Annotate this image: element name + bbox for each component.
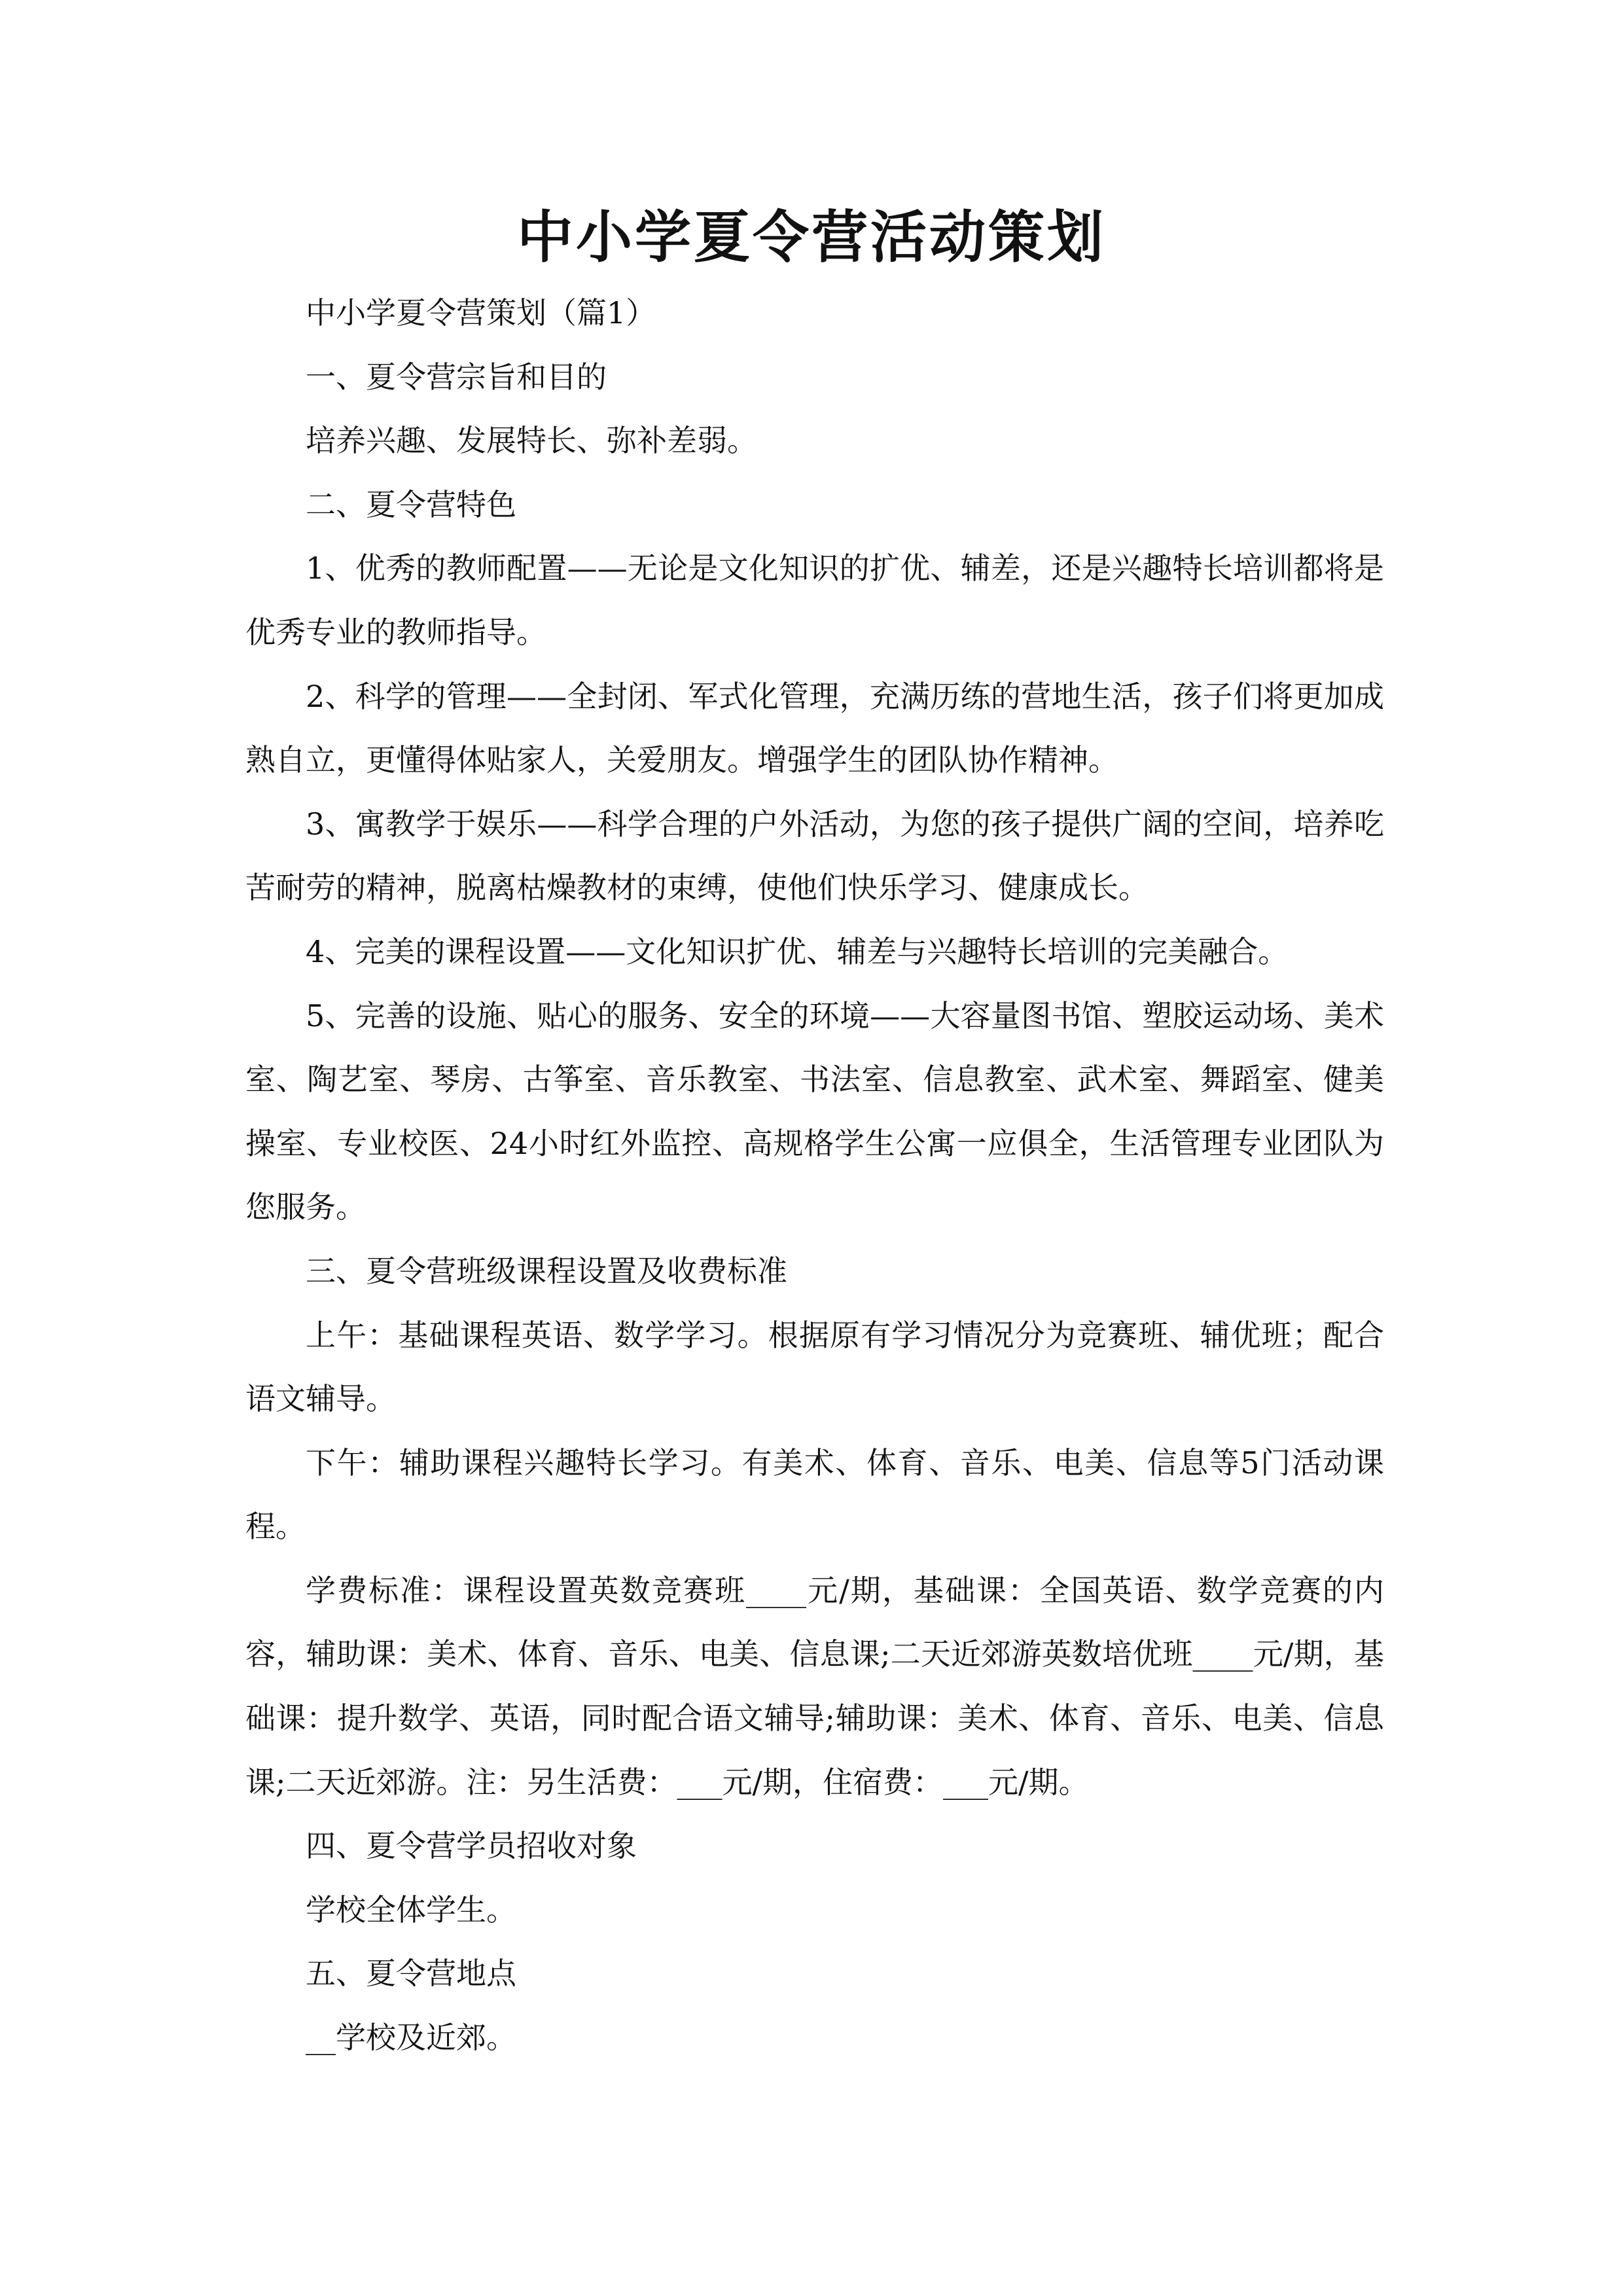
paragraph-feature-4: 4、完美的课程设置——文化知识扩优、辅差与兴趣特长培训的完美融合。 bbox=[306, 933, 1289, 969]
paragraph-purpose: 培养兴趣、发展特长、弥补差弱。 bbox=[306, 423, 757, 459]
section-heading-purpose: 一、夏令营宗旨和目的 bbox=[306, 359, 607, 395]
document-body bbox=[245, 281, 1384, 2070]
section-heading-location: 五、夏令营地点 bbox=[306, 1956, 516, 1992]
paragraph-location: __学校及近郊。 bbox=[306, 2020, 516, 2056]
document-title: 中小学夏令营活动策划 bbox=[517, 204, 1106, 270]
paragraph-enrollment: 学校全体学生。 bbox=[306, 1892, 516, 1928]
section-heading-features: 二、夏令营特色 bbox=[306, 486, 516, 522]
paragraph-fees: 学费标准：课程设置英数竞赛班____元/期，基础课：全国英语、数学竞赛的内容，辅助课：美术、体育、音乐、电美、信息课;二天近郊游英数培优班____元/期，基础课：提升数学、英语，同时配合语文辅导;辅助课：美术、体育、音乐、电美、信息课;二天近郊游。注：另生活费：___元/期，住宿费：___元/期。 bbox=[245, 1572, 1384, 1800]
paragraph-feature-1: 1、优秀的教师配置——无论是文化知识的扩优、辅差，还是兴趣特长培训都将是优秀专业的教师指导。 bbox=[245, 550, 1384, 650]
paragraph-afternoon: 下午：辅助课程兴趣特长学习。有美术、体育、音乐、电美、信息等5门活动课程。 bbox=[245, 1444, 1384, 1545]
paragraph-feature-5: 5、完善的设施、贴心的服务、安全的环境——大容量图书馆、塑胶运动场、美术室、陶艺室、琴房、古筝室、音乐教室、书法室、信息教室、武术室、舞蹈室、健美操室、专业校医、24小时红外监控、高规格学生公寓一应俱全，生活管理专业团队为您服务。 bbox=[245, 997, 1384, 1225]
section-heading-enrollment: 四、夏令营学员招收对象 bbox=[306, 1828, 637, 1864]
paragraph-morning: 上午：基础课程英语、数学学习。根据原有学习情况分为竞赛班、辅优班；配合语文辅导。 bbox=[245, 1317, 1384, 1417]
paragraph-part-heading: 中小学夏令营策划（篇1） bbox=[306, 295, 656, 331]
paragraph-feature-2: 2、科学的管理——全封闭、军式化管理，充满历练的营地生活，孩子们将更加成熟自立，更懂得体贴家人，关爱朋友。增强学生的团队协作精神。 bbox=[245, 678, 1384, 778]
paragraph-feature-3: 3、寓教学于娱乐——科学合理的户外活动，为您的孩子提供广阔的空间，培养吃苦耐劳的精神，脱离枯燥教材的束缚，使他们快乐学习、健康成长。 bbox=[245, 806, 1384, 906]
section-heading-courses-fees: 三、夏令营班级课程设置及收费标准 bbox=[306, 1253, 787, 1289]
